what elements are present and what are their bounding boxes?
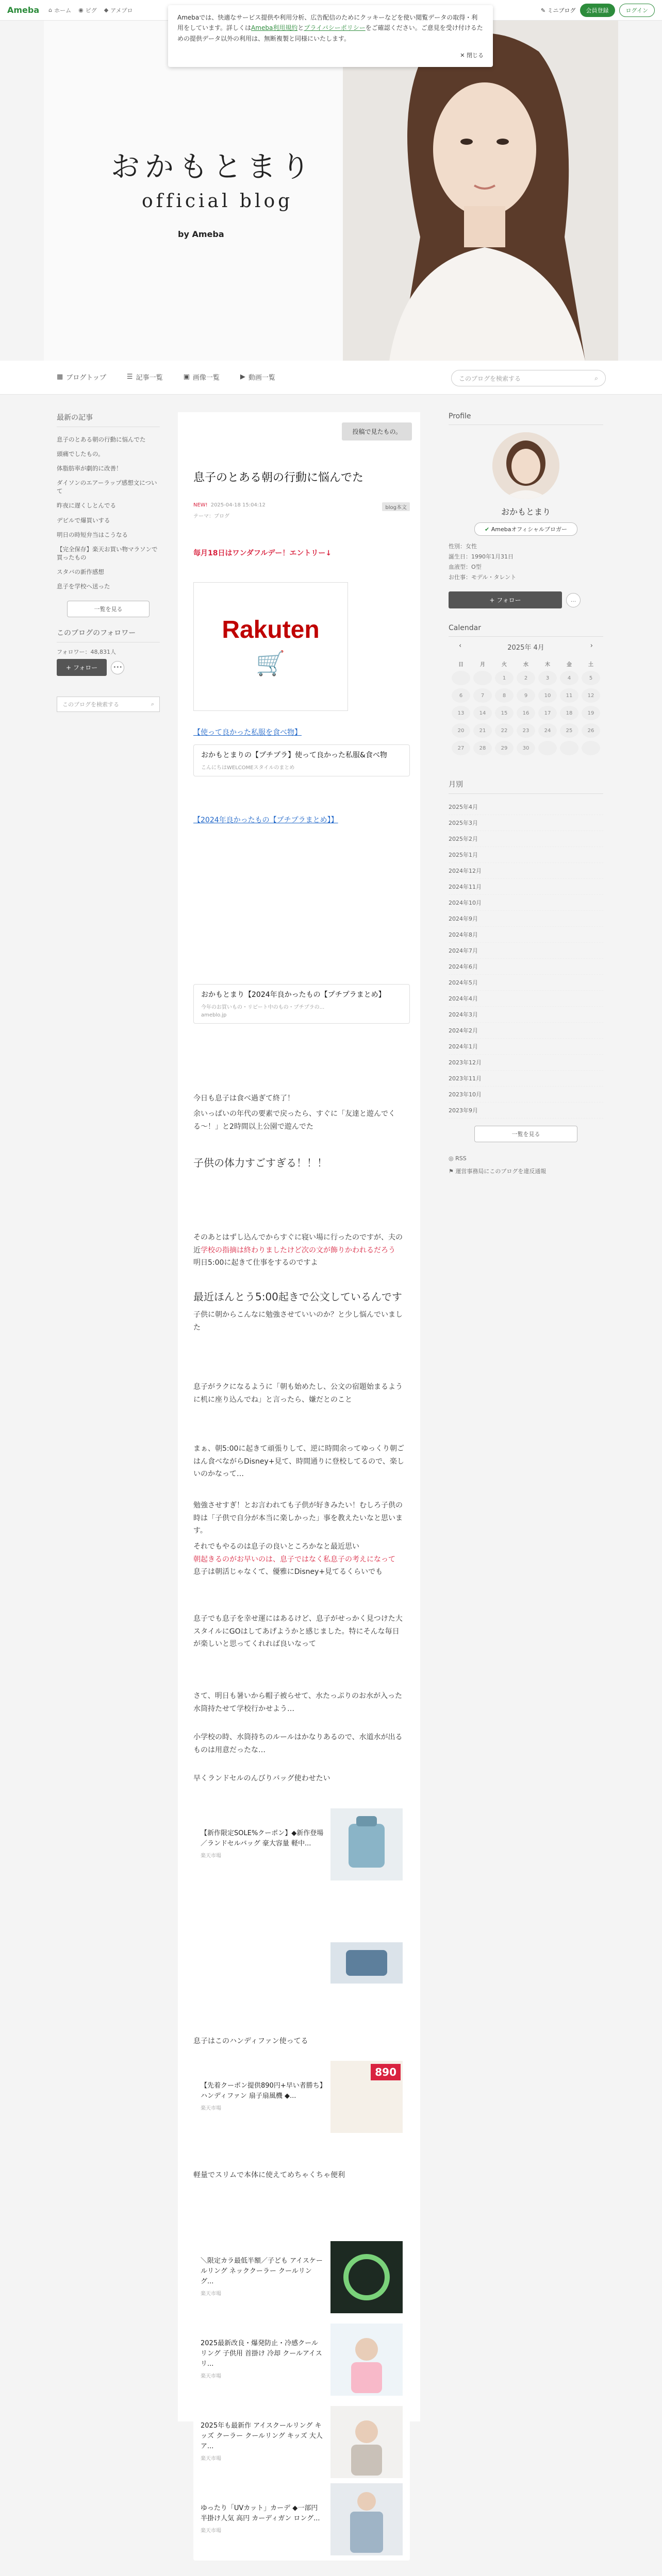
product-title: 【新作限定SOLE%クーポン】◆新作登場／ランドセルバッグ 豪大容量 軽中... [201,1829,324,1848]
para-16: 早くランドセルのんびりバッグ使わせたい [193,1774,330,1783]
check-icon: ✔ [484,526,490,533]
para-8-heading: 最近ほんとう5:00起きで公文しているんです [193,1291,402,1303]
calendar-day [452,671,470,685]
login-button[interactable]: ログイン [619,4,655,17]
mini-blog-link[interactable]: ✎ ミニブログ [540,7,576,14]
top-nav-home[interactable]: ⌂ ホーム [48,7,72,14]
pencil-icon: ✎ [540,7,546,14]
calendar-day [560,741,578,755]
left-more-icon[interactable]: ••• [111,661,124,674]
calendar-day[interactable]: 9 [517,688,535,703]
left-follow-button[interactable]: + フォロー [57,659,107,676]
product-thumbnail [330,2483,403,2555]
nav-image-list[interactable]: ▣ 画像一覧 [183,373,220,382]
article-theme[interactable]: テーマ：ブログ [193,514,229,519]
report-link[interactable]: ⚑ 運営事務局にこのブログを違反通報 [449,1168,547,1175]
video-icon: ▶ [240,373,245,381]
recent-title: 最新の記事 [57,412,160,427]
pigg-icon: ◉ [78,7,84,13]
archive-item[interactable]: 2024年4月 [449,991,603,1007]
rakuten-logo: Rakuten [222,616,320,643]
calendar-day[interactable]: 16 [517,706,535,720]
price-badge: 890 [371,2064,401,2080]
follower-title: このブログのフォロワー [57,628,160,642]
calendar-day[interactable]: 19 [582,706,600,720]
flag-icon: ⚑ [449,1168,454,1175]
calendar-day[interactable]: 18 [560,706,578,720]
calendar-day[interactable]: 20 [452,723,470,738]
product-card-4[interactable] [193,2318,410,2401]
product-card-1b[interactable] [193,1937,410,1989]
home-icon: ⌂ [48,7,53,13]
calendar-day[interactable]: 5 [582,671,600,685]
calendar-day[interactable]: 15 [495,706,514,720]
archive-item[interactable]: 2024年3月 [449,1007,603,1023]
archive-item[interactable]: 2023年9月 [449,1103,603,1118]
rakuten-banner[interactable] [193,582,348,711]
product-title: 2025年も最新作 アイスクールリング キッズ クーラー クールリング キッズ 大人 ア... [201,2422,323,2451]
calendar-prev-icon[interactable]: ‹ [459,642,462,650]
calendar-day[interactable]: 23 [517,723,535,738]
recent-item[interactable]: スタバの新作感想 [57,568,104,575]
product-title: 2025最新改良・爆発防止・冷感クールリング 子供用 首掛け 冷却 クールアイスリ... [201,2340,322,2368]
by-ameba: by Ameba [178,229,224,239]
archive-item[interactable]: 2025年3月 [449,815,603,831]
top-nav [48,6,133,14]
article-badge: blog本文 [382,502,410,511]
archive-item[interactable]: 2024年5月 [449,975,603,991]
archive-item[interactable]: 2023年10月 [449,1087,603,1103]
para-9: 息子がラクになるように「朝も始めたし、公文の宿題始まるように机に座り込んでね」と言ったら、嫌だとのこと [193,1383,403,1404]
archive-item[interactable]: 2024年6月 [449,959,603,975]
2024-items-link[interactable]: 【2024年良かったもの【プチプラまとめ】】 [193,816,338,824]
para-4: 今日も息子は食べ過ぎて終了！ [193,1094,294,1103]
ameba-logo[interactable]: Ameba [7,5,40,15]
grid-icon: ▦ [57,373,63,381]
calendar-day[interactable]: 17 [538,706,557,720]
cookie-notice: Amebaでは、快適なサービス提供や利用分析、広告配信のためにクッキーなどを使い閲覧データの取得・利用をしています。詳しくはAmeba利用規約とプライバシーポリシーをご確認ください。ご意見を受け付けるための提供データ以外の利用は、無断複製と同様にいたします。 ✕ 閉じる [168,5,493,67]
product-shop: 楽天市場 [201,2291,221,2297]
calendar-day[interactable]: 27 [452,741,470,755]
archive-item[interactable]: 2025年4月 [449,799,603,815]
blog-card-title: おかもとまりの【プチプラ】使って良かった私服&食べ物 [201,751,387,759]
calendar-day[interactable]: 24 [538,723,557,738]
article-title[interactable]: 息子のとある朝の行動に悩んでた [193,471,364,484]
archive-item[interactable]: 2024年7月 [449,943,603,959]
terms-link[interactable]: Ameba利用規約 [251,24,298,32]
calendar-day[interactable]: 28 [473,741,492,755]
para-8: 子供に朝からこんなに勉強させていいのか？と少し悩んでいました [193,1311,403,1332]
calendar-day[interactable]: 10 [538,688,557,703]
profile-title: Profile [449,412,603,425]
archive-item[interactable]: 2024年9月 [449,911,603,927]
top-nav-pigg[interactable]: ◉ ピグ [78,7,97,14]
blog-title-en: official blog [142,191,293,212]
product-thumbnail [330,1942,403,1984]
calendar-day[interactable]: 29 [495,741,514,755]
product-thumbnail [330,1808,403,1880]
para-13: 息子でも息子を幸せ運にはあるけど、息子がせっかく見つけた大スタイルにGOはしてあげようかと感じました。特にそんな毎日が楽しいと思ってくれれば良いなって [193,1615,403,1648]
calendar-day[interactable]: 1 [495,671,514,685]
product-shop: 楽天市場 [201,2374,221,2380]
archive-item[interactable]: 2025年1月 [449,847,603,863]
para-14: さて、明日も暑いから帽子被らせて、水たっぷりのお水が入った水筒持たせて学校行かせよう… [193,1692,403,1713]
calendar-day[interactable]: 30 [517,741,535,755]
calendar-day[interactable]: 11 [560,688,578,703]
blog-title-jp: おかもとまり [111,150,315,184]
product-title: 【先着クーポン提供890円+早い者勝ち】ハンディファン 扇子扇風機 ◆... [201,2082,323,2100]
para-6-heading: 子供の体力すごすぎる！！！ [193,1157,327,1169]
notice-close-button[interactable]: ✕ 閉じる [460,52,484,59]
list-icon: ☰ [126,373,133,381]
search-icon[interactable]: ⌕ [151,701,154,708]
calendar-day[interactable]: 4 [560,671,578,685]
para-11: 勉強させすぎ！とお言われても子供が好きみたい！むしろ子供の時は「子供で自分が本当に楽しかった」事を教えたいなと思います。 [193,1501,403,1535]
cart-icon: 🛒 [256,649,286,677]
rss-icon: ◎ [449,1155,454,1162]
archive-item[interactable]: 2024年12月 [449,863,603,879]
para-7: そのあとはずし込んでからすぐに寝い場に行ったのですが、夫の近学校の指摘は終わりましたけど次の文が飾りかわれるだろう 明日5:00に起きて仕事をするのですよ [193,1233,403,1267]
blog-header[interactable] [44,21,618,361]
recent-item[interactable]: 【完全保存】楽天お買い物マラソンで買ったもの [57,545,158,561]
calendar-day[interactable]: 13 [452,706,470,720]
recent-item[interactable]: デビルで爆買いする [57,516,110,524]
image-icon: ▣ [183,373,190,381]
calendar-day [473,671,492,685]
official-badge[interactable]: ✔ Amebaオフィシャルブロガー [474,522,577,536]
recent-item[interactable]: 体脂肪率が劇的に改善！ [57,465,122,472]
calendar-day[interactable]: 25 [560,723,578,738]
signup-button[interactable]: 会員登録 [580,4,615,17]
blog-card-1[interactable] [193,744,410,776]
calendar-day [582,741,600,755]
recent-item[interactable]: ダイソンのエアーラップ感想文について [57,479,157,495]
calendar-day[interactable]: 21 [473,723,492,738]
recent-more-button[interactable]: 一覧を見る [67,601,150,617]
calendar-day[interactable]: 22 [495,723,514,738]
search-icon[interactable]: ⌕ [594,374,598,382]
archive-item[interactable]: 2024年1月 [449,1039,603,1055]
reblog-button[interactable]: 投稿で見たもの。 [342,422,412,440]
blog-nav [0,361,662,395]
para-18: 軽量でスリムで本体に使えてめちゃくちゃ便利 [193,2171,345,2179]
blog-search-input[interactable]: このブログを検索する ⌕ [451,370,606,386]
right-sidebar [449,412,603,1178]
calendar-day[interactable]: 8 [495,688,514,703]
product-card-3[interactable] [193,2236,410,2318]
recent-item[interactable]: 明日の時短弁当はこうなる [57,531,128,538]
product-shop: 楽天市場 [201,2528,221,2534]
archive-item[interactable]: 2025年2月 [449,831,603,847]
wonderful-day-text: 毎月18日はワンダフルデー！エントリー↓ [193,549,332,557]
para-10: まぁ、朝5:00に起きて頑張りして、逆に時間余ってゆっくり朝ごはん食べながらDisney+見て、時間通りに登校してるので、楽しいのかなって… [193,1445,405,1478]
article [178,412,420,2534]
blog-card-2[interactable] [193,984,410,1024]
amepro-icon: ◆ [104,7,109,13]
sidebar-footer [449,1153,603,1178]
blog-card-sub: こんにちはWELCOMEスタイルのまとめ [201,765,295,771]
calendar-title: Calendar [449,624,603,637]
recent-item[interactable]: 息子のとある朝の行動に悩んでた [57,436,146,443]
calendar-day[interactable]: 26 [582,723,600,738]
para-17: 息子はこのハンディファン使ってる [193,2037,308,2045]
left-sidebar [57,412,160,712]
recent-list [57,432,160,594]
article-date: 2025-04-18 15:04:12 [210,502,266,508]
top-nav-amepro[interactable]: ◆ アメプロ [104,7,133,14]
archive-title: 月別 [449,779,603,794]
blog-card-sub: 今年のお買いもの・リピート中のもの・プチプラの... [201,1005,325,1010]
new-badge: NEW! [193,502,208,508]
blog-card-title: おかもとまり【2024年良かったもの【プチプラまとめ】 [201,991,386,999]
archive-item[interactable]: 2024年2月 [449,1023,603,1039]
calendar-day [538,741,557,755]
archive-item[interactable]: 2023年11月 [449,1071,603,1087]
close-icon: ✕ [460,52,465,59]
good-items-link[interactable]: 【使って良かった私服を食べ物】 [193,728,302,737]
calendar-day[interactable]: 2 [517,671,535,685]
product-card-1[interactable] [193,1803,410,1886]
product-shop: 楽天市場 [201,2456,221,2462]
calendar-day[interactable]: 6 [452,688,470,703]
product-thumbnail [330,2406,403,2478]
recent-item[interactable]: 頭痛でしたもの。 [57,450,104,458]
nav-video-list[interactable]: ▶ 動画一覧 [240,373,275,382]
para-12: それでもやるのは息子の良いところかなと最近思い 朝起きるのがお早いのは、息子ではなく私息子の考えになって 息子は朝活じゃなくて、優雅にDisney+見てるくらいでも [193,1543,395,1576]
archive-item[interactable]: 2024年8月 [449,927,603,943]
header-portrait-image [343,21,618,361]
archive-item[interactable]: 2023年12月 [449,1055,603,1071]
product-shop: 楽天市場 [201,1853,221,1859]
nav-entry-list[interactable]: ☰ 記事一覧 [126,373,163,382]
recent-item[interactable]: 昨夜に遅くしとんでる [57,502,116,510]
recent-item[interactable]: 息子を学校へ送った [57,583,110,590]
right-follow-button[interactable]: + フォロー [449,591,562,608]
calendar: 日 月 火 水 木 金 土 1 2 3 4 5 6 7 8 9 10 11 12 13 14 15 16 17 18 19 20 21 22 23 24 25 26 27 28 29 30 [449,657,603,758]
calendar-day[interactable]: 3 [538,671,557,685]
left-search-input[interactable]: このブログを検索する ⌕ [57,697,160,712]
archive-more-button[interactable]: 一覧を見る [474,1126,577,1142]
product-card-6[interactable] [193,2478,410,2561]
privacy-link[interactable]: プライバシーポリシー [304,24,366,32]
profile-name[interactable]: おかもとまり [501,507,551,517]
product-thumbnail [330,2324,403,2396]
top-right [541,4,655,17]
calendar-day[interactable]: 7 [473,688,492,703]
para-5: 余いっぱいの年代の要素で戻ったら、すぐに「友達と遊んでくる〜！」と2時間以上公園で遊んでた [193,1110,395,1131]
calendar-next-icon[interactable]: › [590,642,593,650]
follower-count: フォロワー：48,831人 [57,649,116,656]
product-card-5[interactable] [193,2401,410,2483]
nav-blog-top[interactable]: ▦ ブログトップ [57,373,106,382]
product-title: ＼限定カラ最低半額／子ども アイスケールリング ネッククーラー クールリング... [201,2257,323,2286]
blog-card-site: ameblo.jp [201,1012,227,1018]
calendar-day[interactable]: 12 [582,688,600,703]
calendar-day[interactable]: 14 [473,706,492,720]
archive-list [449,799,603,1118]
article-meta [193,502,410,519]
para-15: 小学校の時、水筒持ちのルールはかなりあるので、水道水が出るものは用意だったな… [193,1733,403,1754]
archive-item[interactable]: 2024年11月 [449,879,603,895]
more-options-icon[interactable]: ... [566,593,581,607]
rss-link[interactable]: ◎ RSS [449,1155,467,1162]
product-title: ゆったり「UVカット」カーデ ◆一部円半掛け人気 高円 カーディガン ロング... [201,2504,320,2523]
profile-info: 性別：女性 誕生日：1990年1月31日 血液型：O型 お仕事：モデル・タレント [449,543,517,581]
product-card-2[interactable] [193,2056,410,2138]
product-thumbnail [330,2061,403,2133]
profile-avatar[interactable] [492,432,559,499]
product-shop: 楽天市場 [201,2106,221,2112]
archive-item[interactable]: 2024年10月 [449,895,603,911]
product-thumbnail [330,2241,403,2313]
calendar-month: ‹ 2025年 4月 › [459,642,593,652]
